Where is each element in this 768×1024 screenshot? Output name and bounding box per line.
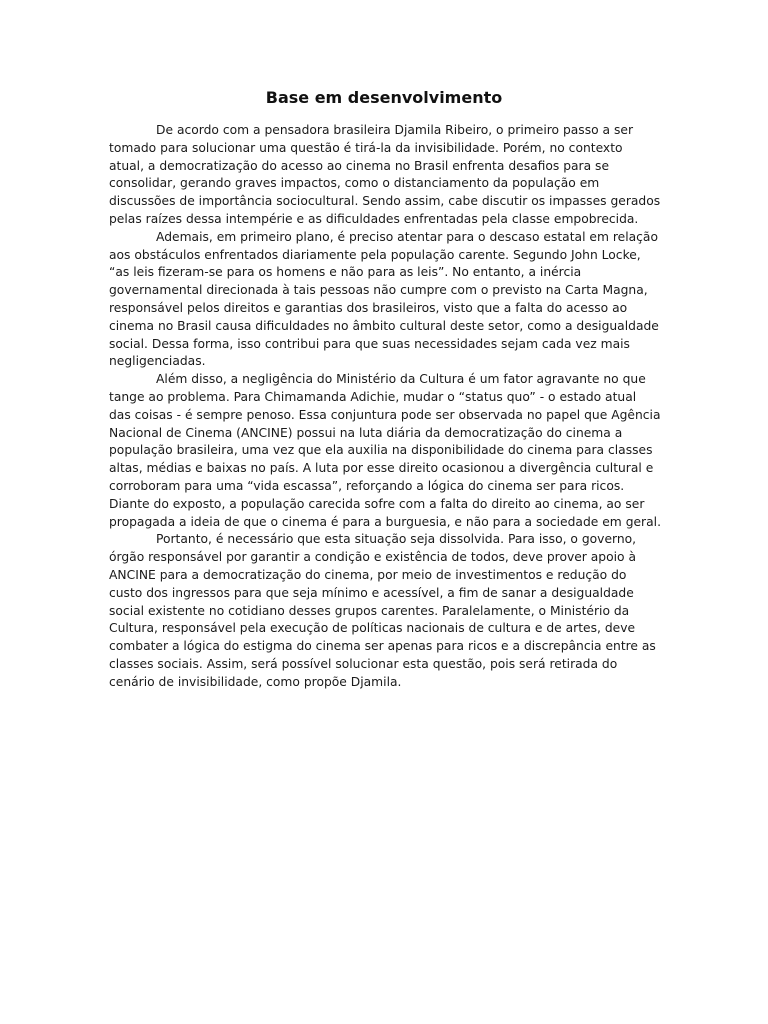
paragraph-development-1: Ademais, em primeiro plano, é preciso atentar para o descaso estatal em relação aos obstáculos enfrentados diariamente pela população carente. Segundo John Locke, “as leis fizeram-se para os homens e não para as leis”. No entanto, a inércia governamental direcionada à tais pessoas não cumpre com o previsto na Carta Magna, responsável pelos direitos e garantias dos brasileiros, visto que a falta do acesso ao cinema no Brasil causa dificuldades no âmbito cultural deste setor, como a desigualdade social. Dessa forma, isso contribui para que suas necessidades sejam cada vez mais negligenciadas. <box>109 229 659 369</box>
document-body <box>109 122 661 692</box>
paragraph-introduction: De acordo com a pensadora brasileira Djamila Ribeiro, o primeiro passo a ser tomado para solucionar uma questão é tirá-la da invisibilidade. Porém, no contexto atual, a democratização do acesso ao cinema no Brasil enfrenta desafios para se consolidar, gerando graves impactos, como o distanciamento da população em discussões de importância sociocultural. Sendo assim, cabe discutir os impasses gerados pelas raízes dessa intempérie e as dificuldades enfrentadas pela classe empobrecida. <box>109 123 661 226</box>
paragraph-development-2: Além disso, a negligência do Ministério da Cultura é um fator agravante no que tange ao problema. Para Chimamanda Adichie, mudar o “status quo” - o estado atual das coisas - é sempre penoso. Essa conjuntura pode ser observada no papel que Agência Nacional de Cinema (ANCINE) possui na luta diária da democratização do cinema a população brasileira, uma vez que ela auxilia na disponibilidade do cinema para classes altas, médias e baixas no país. A luta por esse direito ocasionou a divergência cultural e corroboram para uma “vida escassa”, reforçando a lógica do cinema ser para ricos. Diante do exposto, a população carecida sofre com a falta do direito ao cinema, ao ser propagada a ideia de que o cinema é para a burguesia, e não para a sociedade em geral. <box>109 372 661 529</box>
paragraph-conclusion: Portanto, é necessário que esta situação seja dissolvida. Para isso, o governo, órgão responsável por garantir a condição e existência de todos, deve prover apoio à ANCINE para a democratização do cinema, por meio de investimentos e redução do custo dos ingressos para que seja mínimo e acessível, a fim de sanar a desigualdade social existente no cotidiano desses grupos carentes. Paralelamente, o Ministério da Cultura, responsável pela execução de políticas nacionais de cultura e de artes, deve combater a lógica do estigma do cinema ser apenas para ricos e a discrepância entre as classes sociais. Assim, será possível solucionar esta questão, pois será retirada do cenário de invisibilidade, como propõe Djamila. <box>109 532 656 689</box>
document-title: Base em desenvolvimento <box>265 88 503 107</box>
